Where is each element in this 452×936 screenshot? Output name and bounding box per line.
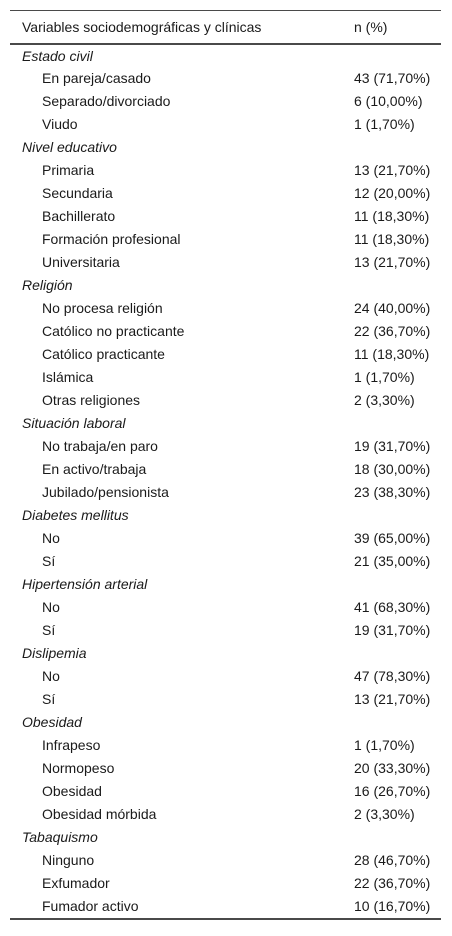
table-row [10, 481, 441, 504]
group-row [10, 711, 441, 734]
group-row [10, 573, 441, 596]
table-row [10, 527, 441, 550]
header-n-percent: n (%) [354, 18, 388, 35]
row-value: 28 (46,70%) [354, 852, 431, 868]
row-label: Normopeso [42, 760, 115, 776]
row-value: 6 (10,00%) [354, 93, 423, 109]
row-value: 10 (16,70%) [354, 898, 431, 914]
table-header-row [10, 11, 441, 44]
table-row [10, 596, 441, 619]
row-value: 2 (3,30%) [354, 392, 415, 408]
group-row [10, 44, 441, 67]
row-label: Primaria [42, 162, 95, 178]
row-label: Católico practicante [42, 346, 165, 362]
row-label: Fumador activo [42, 898, 139, 914]
row-label: Ninguno [42, 852, 95, 868]
table-row [10, 228, 441, 251]
row-label: Universitaria [42, 254, 120, 270]
table-row [10, 297, 441, 320]
row-label: No [42, 599, 60, 615]
row-label: En activo/trabaja [42, 461, 147, 477]
row-value: 11 (18,30%) [354, 208, 430, 224]
row-label: En pareja/casado [42, 70, 151, 86]
table-row [10, 757, 441, 780]
row-label: Otras religiones [42, 392, 141, 408]
row-value: 22 (36,70%) [354, 875, 431, 891]
row-label: Sí [42, 622, 56, 638]
sociodemographic-table [10, 10, 441, 918]
table-row [10, 90, 441, 113]
row-value: 11 (18,30%) [354, 231, 430, 247]
group-title: Estado civil [22, 47, 93, 64]
table-row [10, 849, 441, 872]
table-body [10, 44, 441, 918]
row-value: 2 (3,30%) [354, 806, 415, 822]
group-row [10, 642, 441, 665]
row-label: No [42, 530, 60, 546]
row-value: 19 (31,70%) [354, 438, 431, 454]
table-row [10, 205, 441, 228]
table-row [10, 458, 441, 481]
row-value: 13 (21,70%) [354, 254, 431, 270]
row-value: 16 (26,70%) [354, 783, 431, 799]
group-empty-cell [343, 711, 441, 734]
row-value: 12 (20,00%) [354, 185, 431, 201]
table-row [10, 366, 441, 389]
row-label: Obesidad [42, 783, 102, 799]
row-label: Secundaria [42, 185, 113, 201]
group-empty-cell [343, 274, 441, 297]
group-title: Hipertensión arterial [22, 576, 148, 592]
group-empty-cell [343, 44, 441, 67]
row-value: 18 (30,00%) [354, 461, 431, 477]
row-label: Islámica [42, 369, 94, 385]
row-value: 1 (1,70%) [354, 116, 415, 132]
group-title: Diabetes mellitus [22, 507, 129, 523]
table-row [10, 113, 441, 136]
table-row [10, 159, 441, 182]
group-empty-cell [343, 642, 441, 665]
table-row [10, 803, 441, 826]
table-row [10, 389, 441, 412]
table-row [10, 435, 441, 458]
row-label: Católico no practicante [42, 323, 185, 339]
table-row [10, 665, 441, 688]
row-value: 22 (36,70%) [354, 323, 431, 339]
row-value: 47 (78,30%) [354, 668, 431, 684]
row-value: 13 (21,70%) [354, 162, 431, 178]
row-label: Sí [42, 691, 56, 707]
group-empty-cell [343, 412, 441, 435]
row-value: 41 (68,30%) [354, 599, 431, 615]
table-row [10, 688, 441, 711]
row-label: No trabaja/en paro [42, 438, 158, 454]
group-title: Religión [22, 277, 73, 293]
row-value: 1 (1,70%) [354, 369, 415, 385]
table-row [10, 895, 441, 918]
row-value: 11 (18,30%) [354, 346, 430, 362]
table-row [10, 251, 441, 274]
row-label: Viudo [42, 116, 78, 132]
row-value: 23 (38,30%) [354, 484, 431, 500]
row-label: No procesa religión [42, 300, 163, 316]
table-row [10, 550, 441, 573]
table-row [10, 619, 441, 642]
group-row [10, 136, 441, 159]
row-label: Jubilado/pensionista [42, 484, 169, 500]
row-value: 21 (35,00%) [354, 553, 431, 569]
row-label: Obesidad mórbida [42, 806, 157, 822]
group-empty-cell [343, 504, 441, 527]
table-bottom-rule [10, 918, 441, 920]
row-label: Separado/divorciado [42, 93, 171, 109]
table-row [10, 320, 441, 343]
row-value: 13 (21,70%) [354, 691, 431, 707]
table-row [10, 734, 441, 757]
group-empty-cell [343, 136, 441, 159]
group-row [10, 412, 441, 435]
group-empty-cell [343, 826, 441, 849]
header-variables: Variables sociodemográficas y clínicas [22, 18, 262, 35]
row-label: No [42, 668, 60, 684]
group-row [10, 504, 441, 527]
group-row [10, 274, 441, 297]
group-title: Nivel educativo [22, 139, 117, 155]
row-label: Infrapeso [42, 737, 101, 753]
row-label: Sí [42, 553, 56, 569]
row-value: 1 (1,70%) [354, 737, 415, 753]
data-table-container [10, 10, 441, 920]
table-row [10, 780, 441, 803]
row-label: Formación profesional [42, 231, 181, 247]
row-value: 20 (33,30%) [354, 760, 431, 776]
row-label: Bachillerato [42, 208, 116, 224]
group-title: Situación laboral [22, 415, 126, 431]
table-row [10, 182, 441, 205]
group-title: Dislipemia [22, 645, 87, 661]
group-row [10, 826, 441, 849]
row-value: 43 (71,70%) [354, 70, 431, 86]
table-row [10, 67, 441, 90]
table-row [10, 343, 441, 366]
table-row [10, 872, 441, 895]
row-value: 19 (31,70%) [354, 622, 431, 638]
group-title: Obesidad [22, 714, 82, 730]
row-value: 39 (65,00%) [354, 530, 431, 546]
group-title: Tabaquismo [22, 829, 98, 845]
row-value: 24 (40,00%) [354, 300, 431, 316]
row-label: Exfumador [42, 875, 110, 891]
group-empty-cell [343, 573, 441, 596]
